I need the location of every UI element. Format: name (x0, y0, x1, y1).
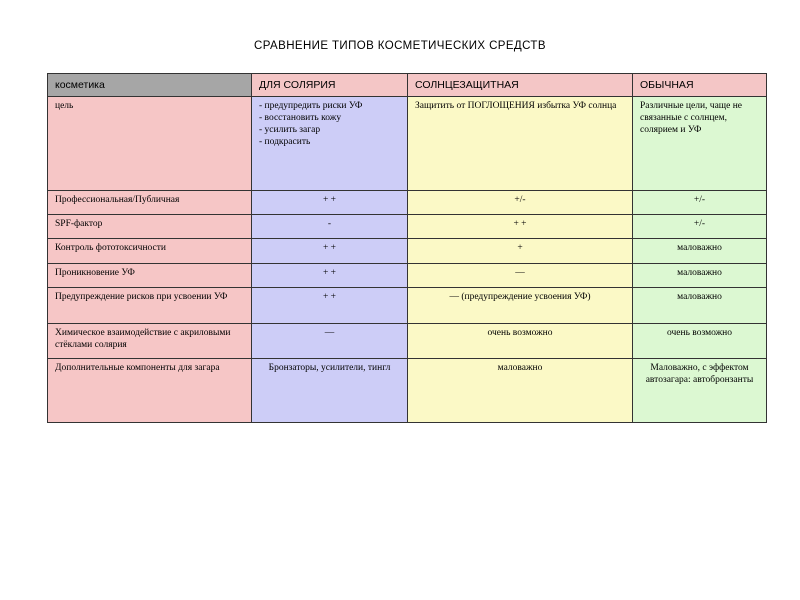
header-sunscreen: СОЛНЦЕЗАЩИТНАЯ (408, 74, 633, 97)
row-label-chemical: Химическое взаимодействие с акриловыми стёклами солярия (48, 324, 252, 359)
table-row (48, 215, 767, 239)
additional-regular-cell: Маловажно, с эффектом автозагара: автобронзанты (633, 359, 767, 423)
table-header-row (48, 74, 767, 97)
row-label-penetration: Проникновение УФ (48, 264, 252, 288)
table-row (48, 191, 767, 215)
penetration-sunscreen-cell: — (408, 264, 633, 288)
table-row (48, 324, 767, 359)
header-solarium: ДЛЯ СОЛЯРИЯ (252, 74, 408, 97)
phototox-sunscreen-cell: + (408, 239, 633, 264)
table-row (48, 97, 767, 191)
comparison-table (47, 73, 767, 423)
spf-solarium-cell: - (252, 215, 408, 239)
phototox-regular-cell: маловажно (633, 239, 767, 264)
penetration-solarium-cell: + + (252, 264, 408, 288)
header-regular: ОБЫЧНАЯ (633, 74, 767, 97)
table-row (48, 288, 767, 324)
table-row (48, 264, 767, 288)
goal-solarium-line: - подкрасить (259, 137, 311, 147)
table-row (48, 359, 767, 423)
chemical-regular-cell: очень возможно (633, 324, 767, 359)
row-label-additional: Дополнительные компоненты для загара (48, 359, 252, 423)
spf-regular-cell: +/- (633, 215, 767, 239)
goal-regular-cell: Различные цели, чаще не связанные с солнцем, солярием и УФ (633, 97, 767, 191)
row-label-professional: Профессиональная/Публичная (48, 191, 252, 215)
page-title: СРАВНЕНИЕ ТИПОВ КОСМЕТИЧЕСКИХ СРЕДСТВ (254, 40, 546, 52)
goal-solarium-line: - восстановить кожу (259, 113, 342, 123)
row-label-spf: SPF-фактор (48, 215, 252, 239)
row-label-phototox: Контроль фототоксичности (48, 239, 252, 264)
prevention-solarium-cell: + + (252, 288, 408, 324)
goal-solarium-line: - усилить загар (259, 125, 321, 135)
prevention-sunscreen-cell: — (предупреждение усвоения УФ) (408, 288, 633, 324)
goal-solarium-line: - предупредить риски УФ (259, 101, 363, 111)
phototox-solarium-cell: + + (252, 239, 408, 264)
spf-sunscreen-cell: + + (408, 215, 633, 239)
professional-regular-cell: +/- (633, 191, 767, 215)
header-cosmetics: косметика (48, 74, 252, 97)
additional-solarium-cell: Бронзаторы, усилители, тингл (252, 359, 408, 423)
table-row (48, 239, 767, 264)
goal-sunscreen-cell: Защитить от ПОГЛОЩЕНИЯ избытка УФ солнца (408, 97, 633, 191)
professional-solarium-cell: + + (252, 191, 408, 215)
prevention-regular-cell: маловажно (633, 288, 767, 324)
professional-sunscreen-cell: +/- (408, 191, 633, 215)
chemical-solarium-cell: — (252, 324, 408, 359)
goal-solarium-cell (252, 97, 408, 191)
chemical-sunscreen-cell: очень возможно (408, 324, 633, 359)
row-label-prevention: Предупреждение рисков при усвоении УФ (48, 288, 252, 324)
row-label-goal: цель (48, 97, 252, 191)
additional-sunscreen-cell: маловажно (408, 359, 633, 423)
penetration-regular-cell: маловажно (633, 264, 767, 288)
